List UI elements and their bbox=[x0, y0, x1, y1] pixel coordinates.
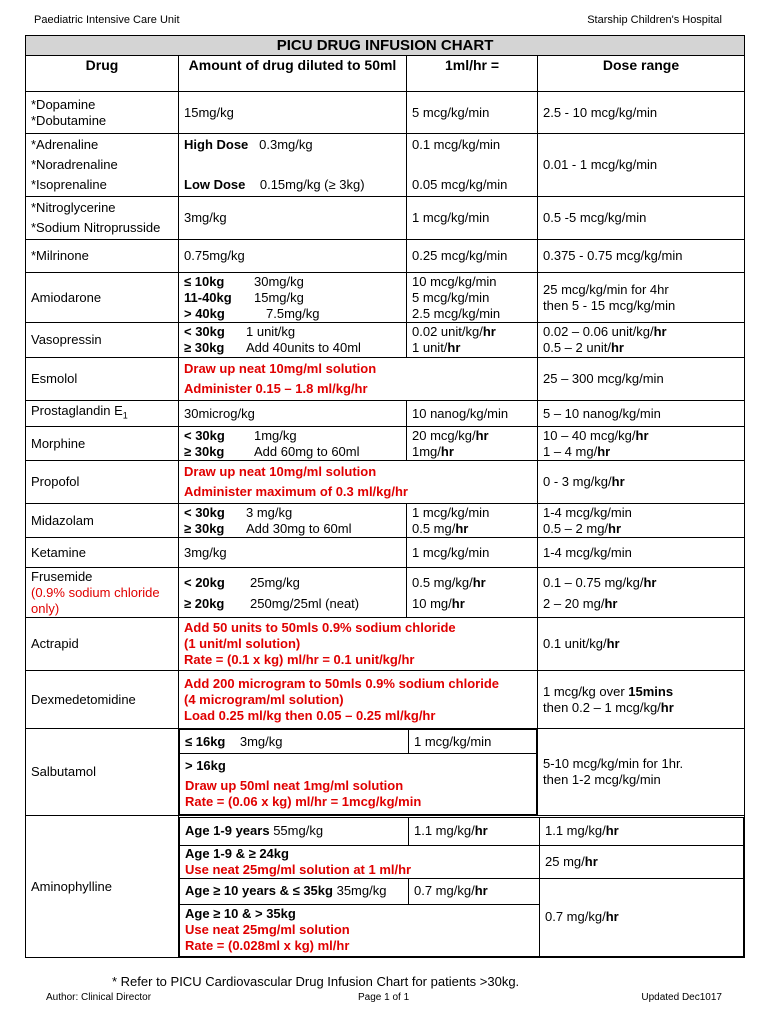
dose-unit: hr bbox=[605, 909, 619, 924]
col-dose: Dose range bbox=[538, 56, 745, 92]
row-propofol bbox=[26, 461, 745, 504]
drug-name: *Dobutamine bbox=[31, 112, 107, 128]
rate: 0.05 mcg/kg/min bbox=[412, 177, 508, 192]
drug-name: Prostaglandin E bbox=[31, 403, 123, 419]
amount: 3mg/kg bbox=[179, 197, 407, 240]
weight-band: 11-40kg bbox=[184, 289, 232, 305]
amount: 3 mg/kg bbox=[246, 504, 293, 520]
amount: 3mg/kg bbox=[179, 538, 407, 568]
age-band: Age 1-9 years bbox=[185, 823, 270, 838]
weight-band: ≥ 30kg bbox=[184, 443, 225, 459]
dose: 0.5 – 2 unit/ bbox=[543, 340, 611, 355]
rate: 0.5 mg/kg/ bbox=[412, 574, 473, 590]
rate-unit: hr bbox=[455, 520, 469, 536]
weight-band: ≤ 10kg bbox=[184, 273, 225, 289]
instruction: Draw up 50ml neat 1mg/ml solution bbox=[185, 778, 404, 793]
dose-unit: hr bbox=[604, 595, 618, 611]
drug-name: *Noradrenaline bbox=[31, 157, 118, 172]
row-milrinone bbox=[26, 240, 745, 273]
row-dopamine bbox=[26, 92, 745, 134]
rate: 1 mcg/kg/min bbox=[409, 730, 537, 754]
dose: 25 – 300 mcg/kg/min bbox=[538, 358, 745, 401]
amount: 1mg/kg bbox=[254, 427, 297, 443]
weight-band: < 20kg bbox=[184, 574, 225, 590]
row-vasopressin bbox=[26, 323, 745, 358]
amount: 25mg/kg bbox=[250, 574, 300, 590]
amount: 30microg/kg bbox=[179, 401, 407, 427]
chart-title: PICU DRUG INFUSION CHART bbox=[26, 36, 745, 56]
drug-note: (0.9% sodium chloride only) bbox=[31, 584, 160, 616]
row-prostaglandin bbox=[26, 401, 745, 427]
drug-name: Vasopressin bbox=[26, 323, 179, 358]
amount: 0.75mg/kg bbox=[179, 240, 407, 273]
drug-name: Amiodarone bbox=[26, 273, 179, 323]
col-amount: Amount of drug diluted to 50ml bbox=[179, 56, 407, 92]
dose: 1-4 mcg/kg/min bbox=[543, 504, 632, 520]
dose-unit: hr bbox=[597, 443, 611, 459]
dose: 0.375 - 0.75 mcg/kg/min bbox=[538, 240, 745, 273]
rate: 1 mcg/kg/min bbox=[407, 197, 538, 240]
dose-unit: hr bbox=[610, 340, 624, 355]
instruction: (1 unit/ml solution) bbox=[184, 636, 301, 651]
rate: 5 mcg/kg/min bbox=[407, 92, 538, 134]
dose: 0.7 mg/kg/ bbox=[545, 909, 606, 924]
instruction: Rate = (0.06 x kg) ml/hr = 1mcg/kg/min bbox=[185, 794, 422, 809]
row-actrapid bbox=[26, 618, 745, 671]
amount: 3mg/kg bbox=[239, 733, 283, 749]
drug-name: Propofol bbox=[26, 461, 179, 504]
drug-name: *Milrinone bbox=[26, 240, 179, 273]
amount: 1 unit/kg bbox=[246, 324, 296, 339]
drug-name: Frusemide bbox=[31, 568, 93, 584]
dose: 1 mcg/kg over bbox=[543, 683, 629, 699]
row-ketamine bbox=[26, 538, 745, 568]
rate: 10 mcg/kg/min bbox=[412, 273, 497, 289]
dose: 25 mcg/kg/min for 4hr bbox=[543, 281, 669, 297]
dose: 2 – 20 mg/ bbox=[543, 595, 605, 611]
footer-page: Page 1 of 1 bbox=[358, 992, 410, 1003]
dose: 1 – 4 mg/ bbox=[543, 443, 598, 459]
instruction: Administer maximum of 0.3 ml/kg/hr bbox=[184, 484, 408, 499]
row-adrenaline bbox=[26, 134, 745, 197]
drug-name: Midazolam bbox=[26, 504, 179, 538]
rate: 1mg/ bbox=[412, 443, 441, 459]
rate: 0.1 mcg/kg/min bbox=[412, 137, 501, 152]
drug-name: Salbutamol bbox=[26, 729, 179, 816]
dose: then 0.2 – 1 mcg/kg/ bbox=[543, 699, 661, 715]
dose-unit: hr bbox=[653, 324, 667, 339]
high-dose-value: 0.3mg/kg bbox=[259, 137, 313, 152]
dose: 0.02 – 0.06 unit/kg/ bbox=[543, 324, 654, 339]
rate-unit: hr bbox=[474, 883, 488, 898]
row-frusemide bbox=[26, 568, 745, 618]
dose-unit: hr bbox=[605, 823, 619, 838]
rate-unit: hr bbox=[472, 574, 486, 590]
age-band: Age 1-9 & ≥ 24kg bbox=[185, 845, 289, 861]
drug-name: *Adrenaline bbox=[31, 137, 99, 152]
drug-name: Aminophylline bbox=[26, 816, 179, 958]
low-dose-value: 0.15mg/kg (≥ 3kg) bbox=[259, 177, 365, 192]
drug-name: Ketamine bbox=[26, 538, 179, 568]
row-aminophylline bbox=[26, 816, 745, 958]
dose: 10 – 40 mcg/kg/ bbox=[543, 427, 636, 443]
weight-band: ≥ 20kg bbox=[184, 595, 225, 611]
drug-name: *Isoprenaline bbox=[31, 177, 107, 192]
rate: 1 mcg/kg/min bbox=[412, 504, 490, 520]
dose-unit: hr bbox=[584, 853, 598, 869]
rate: 1 mcg/kg/min bbox=[407, 538, 538, 568]
rate: 5 mcg/kg/min bbox=[412, 289, 490, 305]
dose: 1-4 mcg/kg/min bbox=[538, 538, 745, 568]
dose: 1.1 mg/kg/ bbox=[545, 823, 606, 838]
rate: 1.1 mg/kg/ bbox=[414, 823, 475, 838]
age-band: Age ≥ 10 years & ≤ 35kg bbox=[185, 883, 333, 898]
dose: 0.01 - 1 mcg/kg/min bbox=[538, 134, 745, 197]
amount: 55mg/kg bbox=[273, 823, 324, 838]
weight-band: > 40kg bbox=[184, 305, 225, 321]
instruction: Use neat 25mg/ml solution at 1 ml/hr bbox=[185, 861, 412, 877]
instruction: Draw up neat 10mg/ml solution bbox=[184, 464, 377, 479]
footnote: * Refer to PICU Cardiovascular Drug Infusion Chart for patients >30kg. bbox=[112, 974, 520, 989]
drug-name: Actrapid bbox=[26, 618, 179, 671]
dose: then 1-2 mcg/kg/min bbox=[543, 772, 661, 787]
instruction: Draw up neat 10mg/ml solution bbox=[184, 361, 377, 376]
row-amiodarone bbox=[26, 273, 745, 323]
amount: 250mg/25ml (neat) bbox=[250, 595, 360, 611]
rate: 0.25 mcg/kg/min bbox=[407, 240, 538, 273]
amount: 30mg/kg bbox=[254, 273, 304, 289]
rate: 10 nanog/kg/min bbox=[407, 401, 538, 427]
footer-author: Author: Clinical Director bbox=[46, 992, 152, 1003]
drug-subscript: 1 bbox=[122, 410, 128, 421]
rate: 2.5 mcg/kg/min bbox=[412, 305, 501, 321]
weight-band: ≥ 30kg bbox=[184, 520, 225, 536]
row-salbutamol bbox=[26, 729, 745, 816]
drug-name: *Sodium Nitroprusside bbox=[31, 220, 161, 235]
drug-name: *Dopamine bbox=[31, 96, 96, 112]
low-dose-label: Low Dose bbox=[184, 177, 246, 192]
dose: 2.5 - 10 mcg/kg/min bbox=[538, 92, 745, 134]
dose: 0.5 -5 mcg/kg/min bbox=[538, 197, 745, 240]
footer-updated: Updated Dec1017 bbox=[641, 992, 722, 1003]
amount: 15mg/kg bbox=[179, 92, 407, 134]
amount: Add 30mg to 60ml bbox=[246, 520, 352, 536]
column-headers bbox=[26, 56, 745, 92]
header-hospital: Starship Children's Hospital bbox=[587, 14, 722, 26]
amount: 15mg/kg bbox=[254, 289, 304, 305]
weight-band: < 30kg bbox=[184, 324, 225, 339]
weight-band: > 16kg bbox=[185, 758, 226, 773]
instruction: Add 200 microgram to 50mls 0.9% sodium chloride bbox=[184, 675, 499, 691]
dose-duration: 15mins bbox=[628, 683, 674, 699]
dose: 0.1 – 0.75 mg/kg/ bbox=[543, 574, 644, 590]
row-dexmedetomidine bbox=[26, 671, 745, 729]
dose-unit: hr bbox=[660, 699, 674, 715]
row-esmolol bbox=[26, 358, 745, 401]
drug-name: Dexmedetomidine bbox=[26, 671, 179, 729]
rate: 0.02 unit/kg/ bbox=[412, 324, 483, 339]
dose: 25 mg/ bbox=[545, 853, 585, 869]
drug-name: Esmolol bbox=[26, 358, 179, 401]
rate-unit: hr bbox=[475, 427, 489, 443]
dose: 0 - 3 mg/kg/ bbox=[543, 474, 612, 489]
dose-unit: hr bbox=[635, 427, 649, 443]
amount: 7.5mg/kg bbox=[266, 305, 320, 321]
dose: 0.5 – 2 mg/ bbox=[543, 520, 609, 536]
rate: 0.7 mg/kg/ bbox=[414, 883, 475, 898]
row-nitroglycerine bbox=[26, 197, 745, 240]
row-midazolam bbox=[26, 504, 745, 538]
amount: Add 40units to 40ml bbox=[246, 340, 361, 355]
weight-band: ≤ 16kg bbox=[185, 733, 226, 749]
rate-unit: hr bbox=[451, 595, 465, 611]
dose-unit: hr bbox=[643, 574, 657, 590]
weight-band: < 30kg bbox=[184, 504, 225, 520]
dose: then 5 - 15 mcg/kg/min bbox=[543, 297, 676, 313]
rate: 1 unit/ bbox=[412, 340, 448, 355]
dose-unit: hr bbox=[611, 474, 625, 489]
amount: 35mg/kg bbox=[336, 883, 387, 898]
age-band: Age ≥ 10 & > 35kg bbox=[185, 906, 296, 921]
dose-unit: hr bbox=[606, 636, 620, 651]
instruction: Add 50 units to 50mls 0.9% sodium chloride bbox=[184, 620, 456, 635]
rate-unit: hr bbox=[474, 823, 488, 838]
weight-band: < 30kg bbox=[184, 427, 225, 443]
amount: Add 60mg to 60ml bbox=[254, 443, 360, 459]
instruction: Rate = (0.028ml x kg) ml/hr bbox=[185, 938, 350, 953]
rate-unit: hr bbox=[440, 443, 454, 459]
col-drug: Drug bbox=[26, 56, 179, 92]
infusion-table bbox=[25, 35, 745, 958]
drug-name: *Nitroglycerine bbox=[31, 200, 116, 215]
weight-band: ≥ 30kg bbox=[184, 340, 225, 355]
instruction: (4 microgram/ml solution) bbox=[184, 691, 344, 707]
high-dose-label: High Dose bbox=[184, 137, 249, 152]
col-rate: 1ml/hr = bbox=[407, 56, 538, 92]
rate-unit: hr bbox=[447, 340, 461, 355]
rate: 20 mcg/kg/ bbox=[412, 427, 476, 443]
rate: 0.5 mg/ bbox=[412, 520, 456, 536]
instruction: Administer 0.15 – 1.8 ml/kg/hr bbox=[184, 381, 368, 396]
dose-unit: hr bbox=[608, 520, 622, 536]
instruction: Load 0.25 ml/kg then 0.05 – 0.25 ml/kg/hr bbox=[184, 707, 436, 723]
rate-unit: hr bbox=[482, 324, 496, 339]
instruction: Rate = (0.1 x kg) ml/hr = 0.1 unit/kg/hr bbox=[184, 652, 415, 667]
dose: 5-10 mcg/kg/min for 1hr. bbox=[543, 756, 684, 771]
rate: 10 mg/ bbox=[412, 595, 452, 611]
instruction: Use neat 25mg/ml solution bbox=[185, 922, 350, 937]
dose: 0.1 unit/kg/ bbox=[543, 636, 607, 651]
dose: 5 – 10 nanog/kg/min bbox=[538, 401, 745, 427]
drug-name: Morphine bbox=[26, 427, 179, 461]
header-unit: Paediatric Intensive Care Unit bbox=[34, 14, 180, 26]
row-morphine bbox=[26, 427, 745, 461]
